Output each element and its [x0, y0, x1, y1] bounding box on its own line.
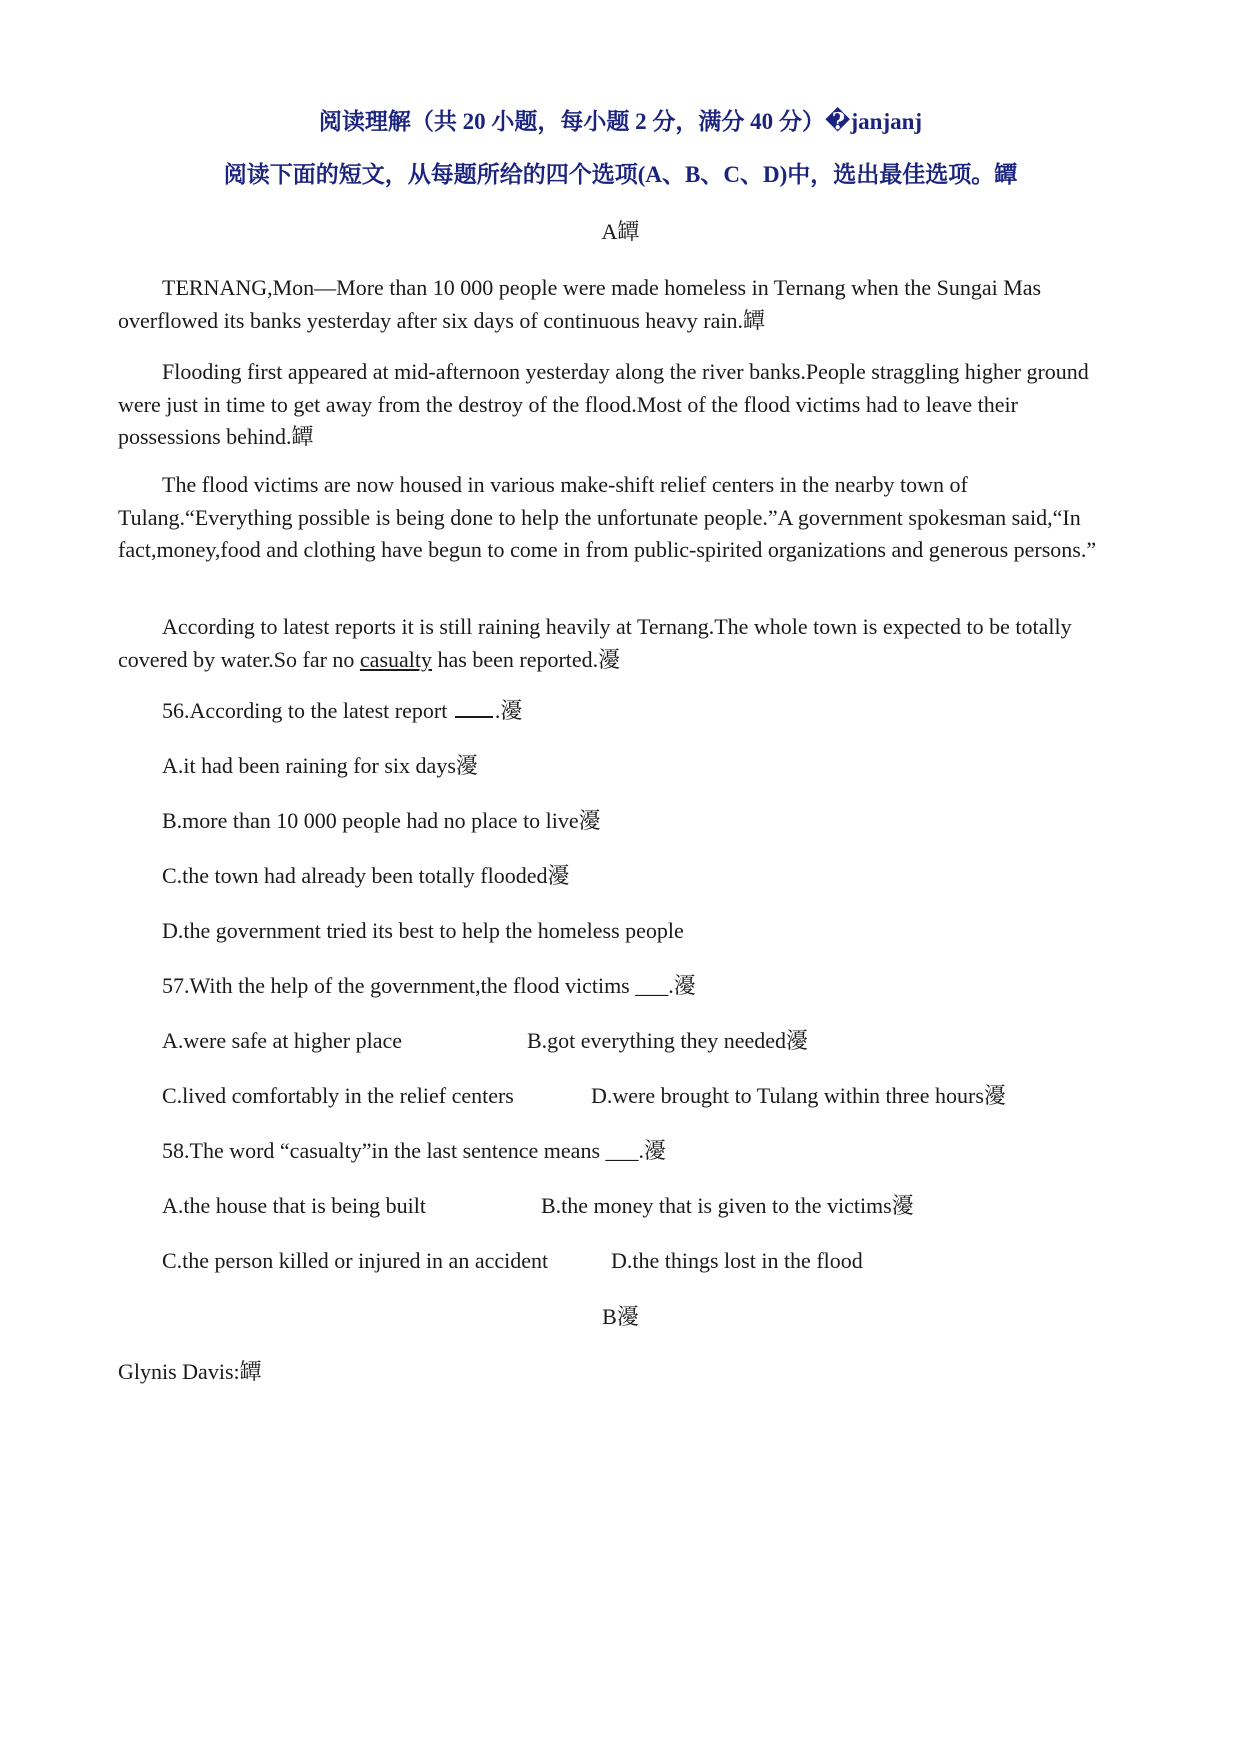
- paragraph-text-end: has been reported.瀀: [432, 646, 621, 672]
- question-56-option-a: A.it had been raining for six days瀀: [162, 753, 478, 778]
- paragraph-text: TERNANG,Mon—More than 10 000 people were made homeless in Ternang when the Sungai Mas overflowed its banks yesterday after six days of continuous heavy rain.罈: [118, 275, 1042, 333]
- question-58-stem: 58.The word “casualty”in the last sentence means ___.瀀: [162, 1138, 667, 1163]
- question-stem-text: 56.According to the latest report: [162, 698, 448, 723]
- passage-a-label: A罈: [601, 219, 640, 244]
- passage-a-paragraph-4: [118, 611, 1118, 676]
- paragraph-text: The flood victims are now housed in various make-shift relief centers in the nearby town of Tulang.“Everything possible is being done to help the unfortunate people.”A government spokesman said,“In fact,money,food and clothing have begun to come in from public-spirited organizations and generous persons.”: [118, 472, 1097, 562]
- question-56-option-d: D.the government tried its best to help the homeless people: [162, 918, 684, 943]
- question-stem-tail: .瀀: [494, 698, 523, 723]
- passage-a-paragraph-1: [118, 272, 1118, 337]
- question-58-option-c: C.the person killed or injured in an accident: [162, 1248, 549, 1273]
- question-57-option-d: D.were brought to Tulang within three hours瀀: [591, 1083, 1006, 1108]
- section-title: 阅读理解（共 20 小题，每小题 2 分，满分 40 分）�janjanj: [318, 109, 923, 134]
- question-57-option-b: B.got everything they needed瀀: [527, 1028, 809, 1053]
- underlined-word: casualty: [359, 646, 433, 672]
- paragraph-text: Flooding first appeared at mid-afternoon yesterday along the river banks.People straggling higher ground were just in time to get away from the destroy of the flood.Most of the flood victims had to leave their possessions behind.罈: [118, 359, 1089, 449]
- passage-a-paragraph-3: [118, 469, 1118, 567]
- passage-a-paragraph-2: [118, 356, 1118, 454]
- question-56-option-c: C.the town had already been totally flooded瀀: [162, 863, 570, 888]
- question-56-stem: [162, 695, 522, 727]
- question-58-option-a: A.the house that is being built: [162, 1193, 426, 1218]
- question-56-option-b: B.more than 10 000 people had no place to live瀀: [162, 808, 601, 833]
- question-58-option-b: B.the money that is given to the victims瀀: [541, 1193, 914, 1218]
- passage-b-speaker: Glynis Davis:罈: [118, 1359, 262, 1384]
- answer-blank: [455, 698, 493, 718]
- question-57-option-a: A.were safe at higher place: [162, 1028, 403, 1053]
- question-57-option-c: C.lived comfortably in the relief centers: [162, 1083, 514, 1108]
- section-instruction: 阅读下面的短文，从每题所给的四个选项(A、B、C、D)中，选出最佳选项。罈: [223, 162, 1018, 187]
- question-58-option-d: D.the things lost in the flood: [611, 1248, 863, 1273]
- question-57-stem: 57.With the help of the government,the flood victims ___.瀀: [162, 973, 696, 998]
- paragraph-text: [118, 611, 1118, 676]
- paragraph-text-start: According to latest reports it is still raining heavily at Ternang.The whole town is expected to be totally covered by water.So far no: [118, 614, 1072, 672]
- passage-b-label: B瀀: [602, 1304, 639, 1329]
